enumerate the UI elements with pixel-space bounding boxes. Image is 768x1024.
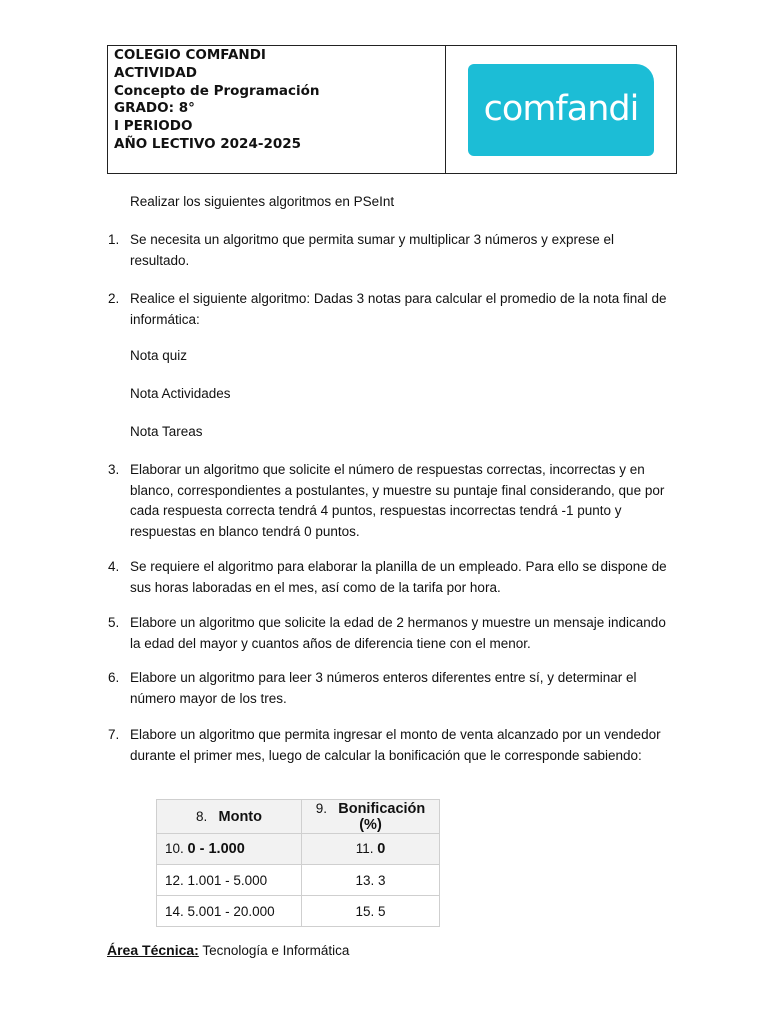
bonificacion-cell <box>302 865 440 896</box>
cell-number: 14. <box>165 903 184 919</box>
header-number: 8. <box>195 808 208 824</box>
monto-cell <box>157 834 302 865</box>
subject-title: Concepto de Programación <box>114 82 320 99</box>
cell-number: 13. <box>355 872 375 888</box>
school-year-label: AÑO LECTIVO 2024-2025 <box>114 135 302 152</box>
item-text: Elabore un algoritmo que solicite la edad de 2 hermanos y muestre un mensaje indicando la edad del mayor y cuantos años de diferencia tiene con el menor. <box>130 615 666 651</box>
intro-text: Realizar los siguientes algoritmos en PSeInt <box>130 194 395 209</box>
column-header-bonificacion <box>302 800 440 834</box>
item-text: Elaborar un algoritmo que solicite el número de respuestas correctas, incorrectas y en blanco, correspondientes a postulantes, y muestre su puntaje final considerando, que por cada respuesta correcta tendrá 4 puntos, respuestas incorrectas tendrá -1 punto y respuestas en blanco tendrá 0 puntos. <box>130 462 665 539</box>
bonificacion-cell <box>302 896 440 927</box>
footer <box>107 942 349 958</box>
cell-number: 10. <box>165 841 184 856</box>
item-number: 3. <box>108 462 120 477</box>
bonus-table <box>156 799 440 927</box>
bonificacion-value: 0 <box>377 841 386 857</box>
bonificacion-value: 3 <box>378 872 386 888</box>
school-name: COLEGIO COMFANDI <box>114 47 266 63</box>
monto-value: 5.001 - 20.000 <box>187 903 275 919</box>
item-text: Realice el siguiente algoritmo: Dadas 3 notas para calcular el promedio de la nota final de informática: <box>130 291 667 327</box>
logo-text: comfandi <box>483 88 639 129</box>
bonificacion-value: 5 <box>378 903 386 919</box>
item-number: 5. <box>108 615 120 630</box>
monto-value: 0 - 1.000 <box>187 841 245 857</box>
item-text: Se requiere el algoritmo para elaborar la planilla de un empleado. Para ello se dispone de sus horas laboradas en el mes, así como de la tarifa por hora. <box>130 559 667 595</box>
cell-number: 15. <box>355 903 375 919</box>
nota-actividades: Nota Actividades <box>130 386 231 401</box>
item-text: Se necesita un algoritmo que permita sumar y multiplicar 3 números y exprese el resultado. <box>130 232 614 268</box>
header-info <box>108 46 446 173</box>
header-table <box>107 45 677 174</box>
item-text: Elabore un algoritmo para leer 3 números enteros diferentes entre sí, y determinar el número mayor de los tres. <box>130 670 637 706</box>
monto-cell <box>157 896 302 927</box>
table-row <box>157 834 440 865</box>
footer-value: Tecnología e Informática <box>202 943 350 958</box>
footer-label: Área Técnica: <box>107 942 199 958</box>
cell-number: 11. <box>355 841 374 856</box>
header-label: Monto <box>218 808 262 825</box>
table-row <box>157 896 440 927</box>
activity-label: ACTIVIDAD <box>114 64 197 81</box>
column-header-monto <box>157 800 302 834</box>
item-number: 1. <box>108 232 120 247</box>
monto-value: 1.001 - 5.000 <box>187 872 268 888</box>
nota-tareas: Nota Tareas <box>130 424 203 439</box>
comfandi-logo <box>468 64 654 156</box>
monto-cell <box>157 865 302 896</box>
table-header-row <box>157 800 440 834</box>
item-number: 6. <box>108 670 120 685</box>
item-number: 7. <box>108 727 120 742</box>
nota-quiz: Nota quiz <box>130 348 188 363</box>
table-row <box>157 865 440 896</box>
logo-cell <box>446 46 676 173</box>
cell-number: 12. <box>165 872 184 888</box>
item-number: 2. <box>108 291 120 306</box>
header-label: Bonificación (%) <box>338 800 426 833</box>
item-number: 4. <box>108 559 120 574</box>
item-text: Elabore un algoritmo que permita ingresar el monto de venta alcanzado por un vendedor durante el primer mes, luego de calcular la bonificación que le corresponde sabiendo: <box>130 727 661 763</box>
bonificacion-cell <box>302 834 440 865</box>
header-number: 9. <box>315 800 327 816</box>
grade-label: GRADO: 8° <box>114 100 195 117</box>
period-label: I PERIODO <box>114 118 193 135</box>
